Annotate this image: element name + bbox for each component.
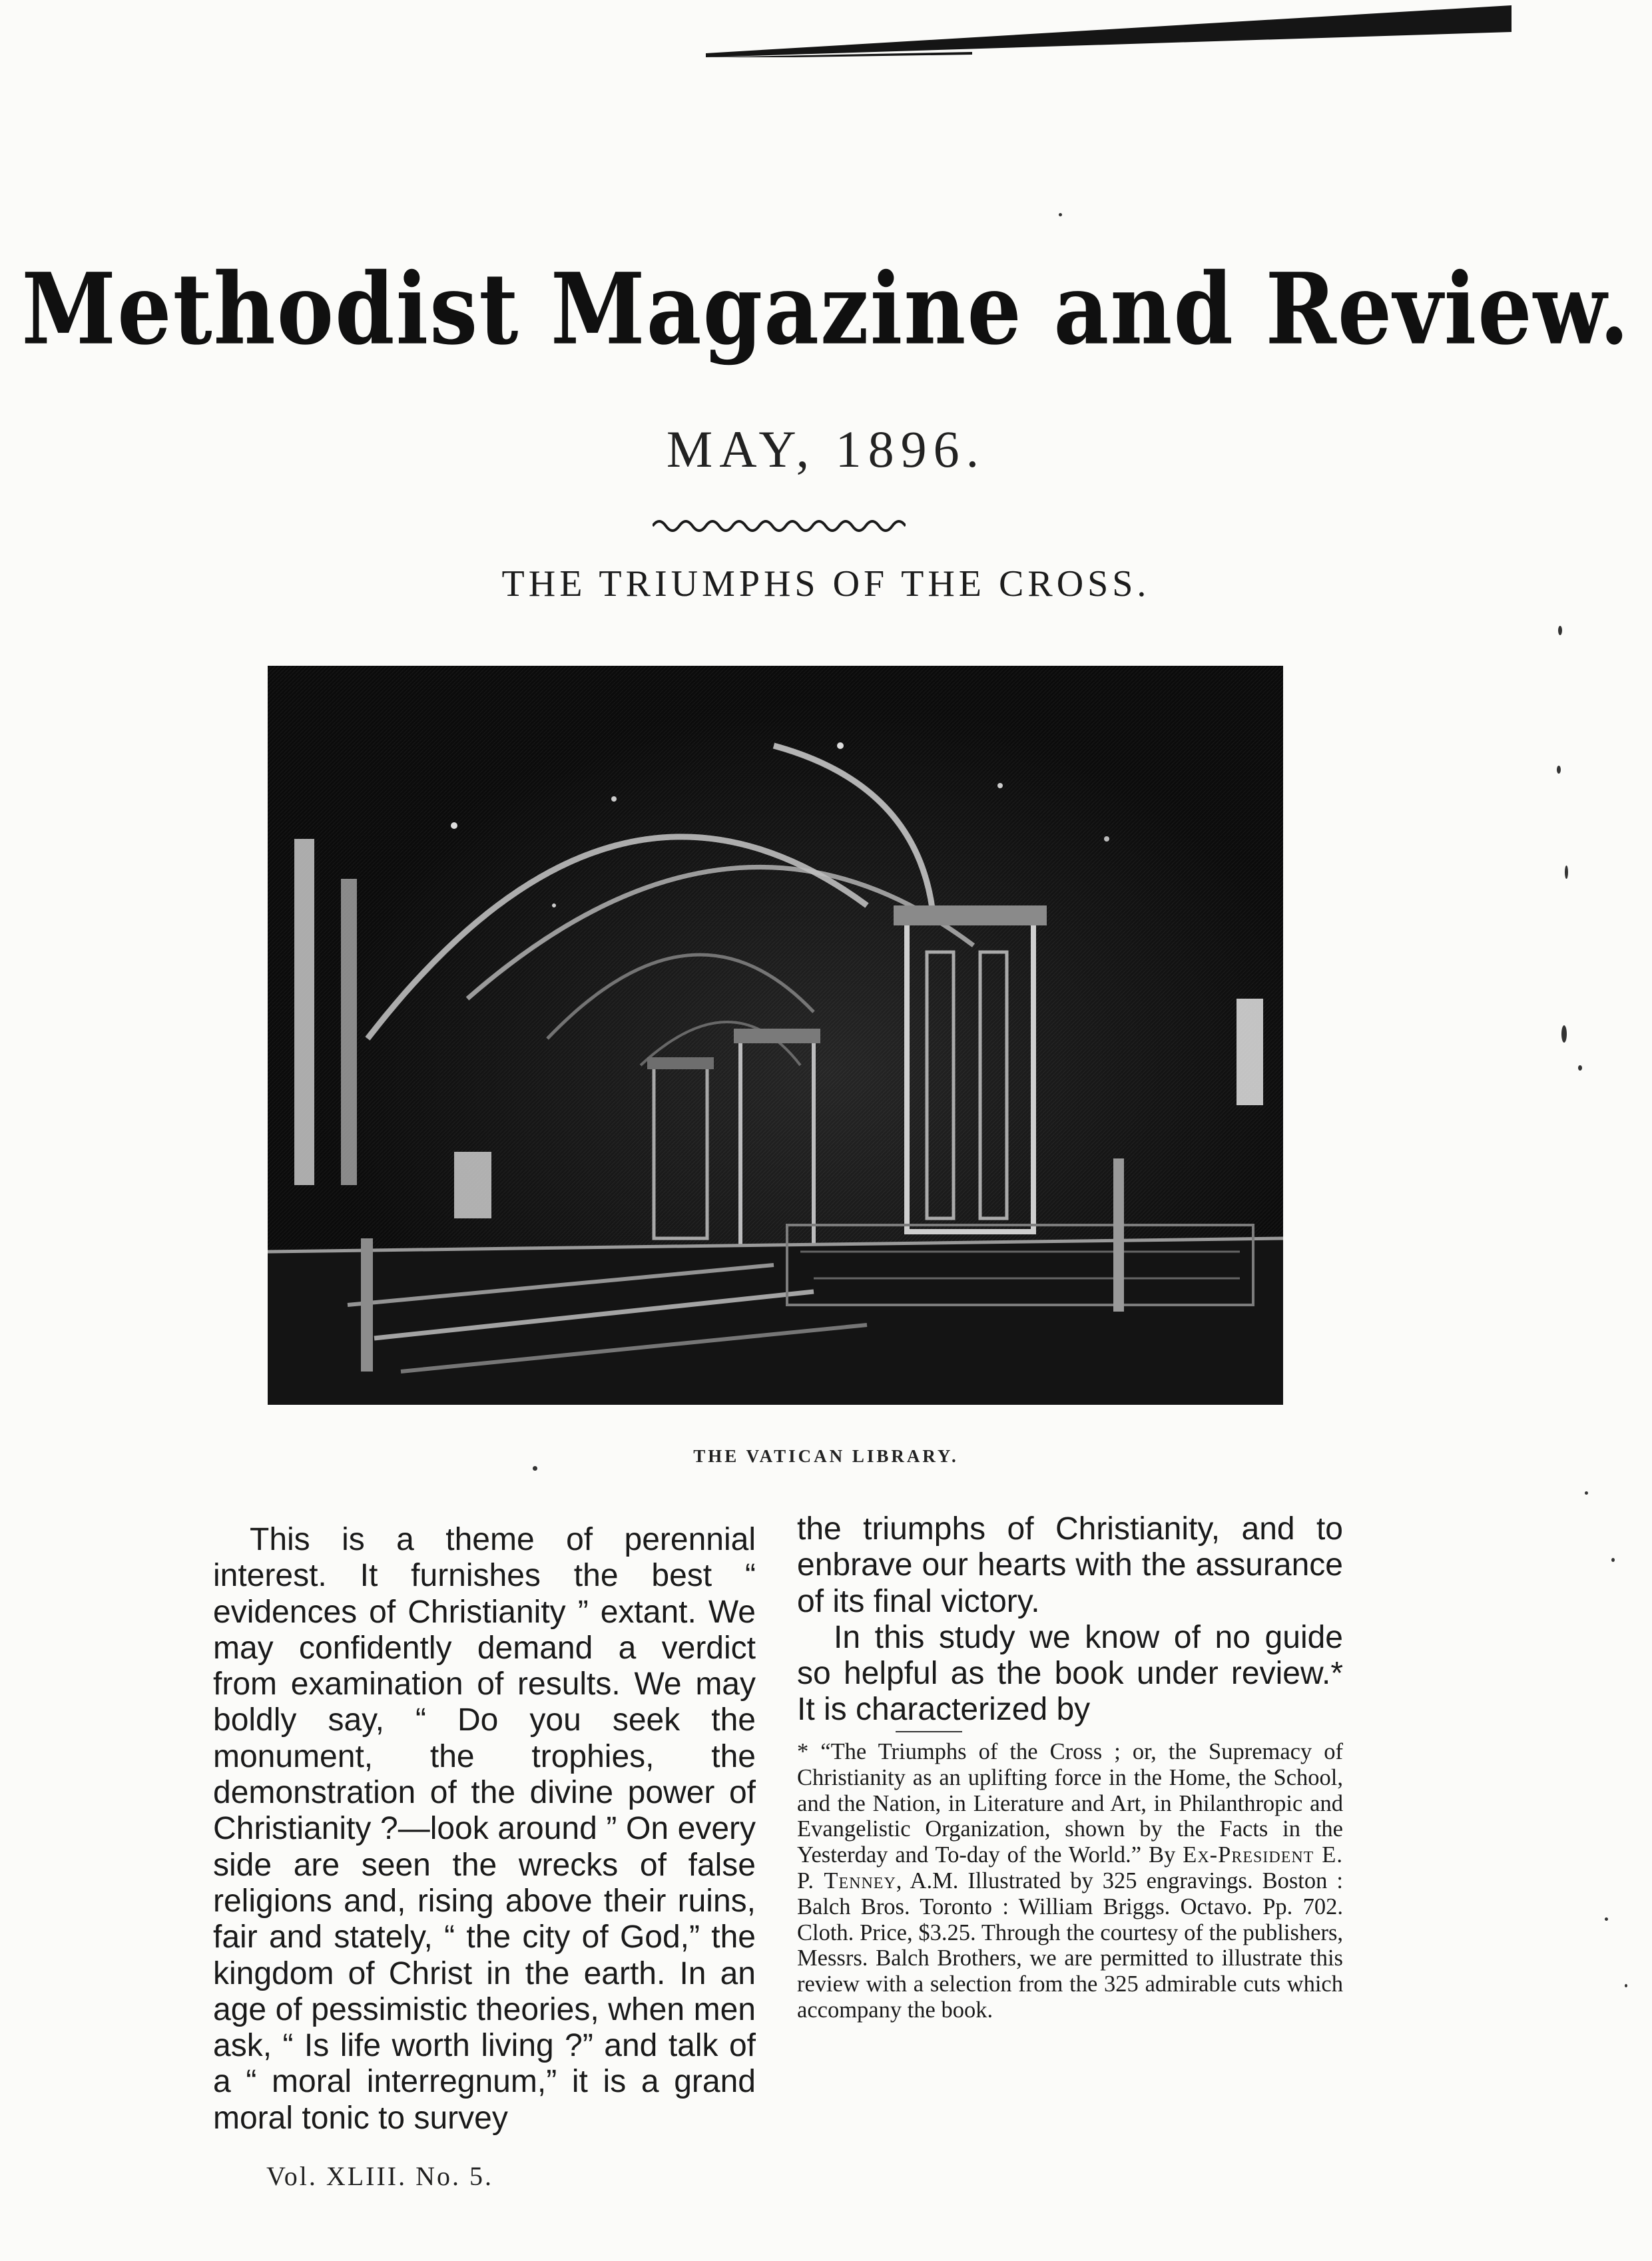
scan-speck <box>1059 213 1062 216</box>
issue-date: MAY, 1896. <box>666 420 986 478</box>
wavy-divider-ornament <box>653 513 906 539</box>
footnote-text-part2: , A.M. Illustrated by 325 engravings. Boston : Balch Bros. Toronto : William Briggs. Octavo. Pp. 702. Cloth. Price, $3.25. Through the courtesy of the publishers, Messrs. Balch Brothers, we are permitted to illustrate this review with a selection from the 325 admirable cuts which accompany the book. <box>797 1868 1343 2023</box>
body-text-left-column: This is a theme of perennial interest. It furnishes the best “ evidences of Christianity ” extant. We may confidently demand a verdict from examination of results. We may boldly say, “ Do you seek the monument, the trophies, the demonstration of the divine power of Christianity ?—look around ” On every side are seen the wrecks of false religions and, rising above their ruins, fair and stately, “ the city of God,” the kingdom of Christ in the earth. In an age of pessimistic theories, when men ask, “ Is life worth living ?” and talk of a “ moral interregnum,” it is a grand moral tonic to survey <box>213 1522 756 2136</box>
book-footnote <box>797 1739 1343 2023</box>
illustration-caption: THE VATICAN LIBRARY. <box>693 1446 959 1466</box>
scan-speck <box>1561 1025 1567 1043</box>
footnote-text-part1: * “The Triumphs of the Cross ; or, the Supremacy of Christianity as an uplifting force in the Home, the School, and the Nation, in Literature and Art, in Philanthropic and Evangelistic Organization, shown by the Facts in the Yesterday and To-day of the World.” By <box>797 1739 1343 1868</box>
scan-speck <box>1557 766 1561 774</box>
article-title: THE TRIUMPHS OF THE CROSS. <box>501 563 1151 605</box>
footnote-rule <box>896 1731 962 1732</box>
scan-speck <box>1625 1984 1627 1987</box>
scan-speck <box>1611 1558 1615 1562</box>
scan-speck <box>1558 626 1562 635</box>
footnote-author: Ex-President E. P. Tenney <box>797 1842 1343 1893</box>
body-text-right-column <box>797 1511 1343 1728</box>
top-printed-rule <box>706 5 1512 57</box>
scan-speck <box>1578 1065 1582 1071</box>
magazine-masthead: Methodist Magazine and Review. <box>21 252 1631 368</box>
scan-speck <box>1585 1491 1588 1495</box>
right-column-paragraph-1: the triumphs of Christianity, and to enbrave our hearts with the assurance of its final victory. <box>797 1511 1343 1619</box>
volume-number: Vol. XLIII. No. 5. <box>266 2161 494 2191</box>
scan-speck <box>1565 866 1568 879</box>
scan-speck <box>1605 1917 1608 1921</box>
right-column-paragraph-2: In this study we know of no guide so helpful as the book under review.* It is characterized by <box>797 1619 1343 1728</box>
scan-speck <box>533 1466 537 1471</box>
vatican-library-engraving <box>268 666 1283 1405</box>
